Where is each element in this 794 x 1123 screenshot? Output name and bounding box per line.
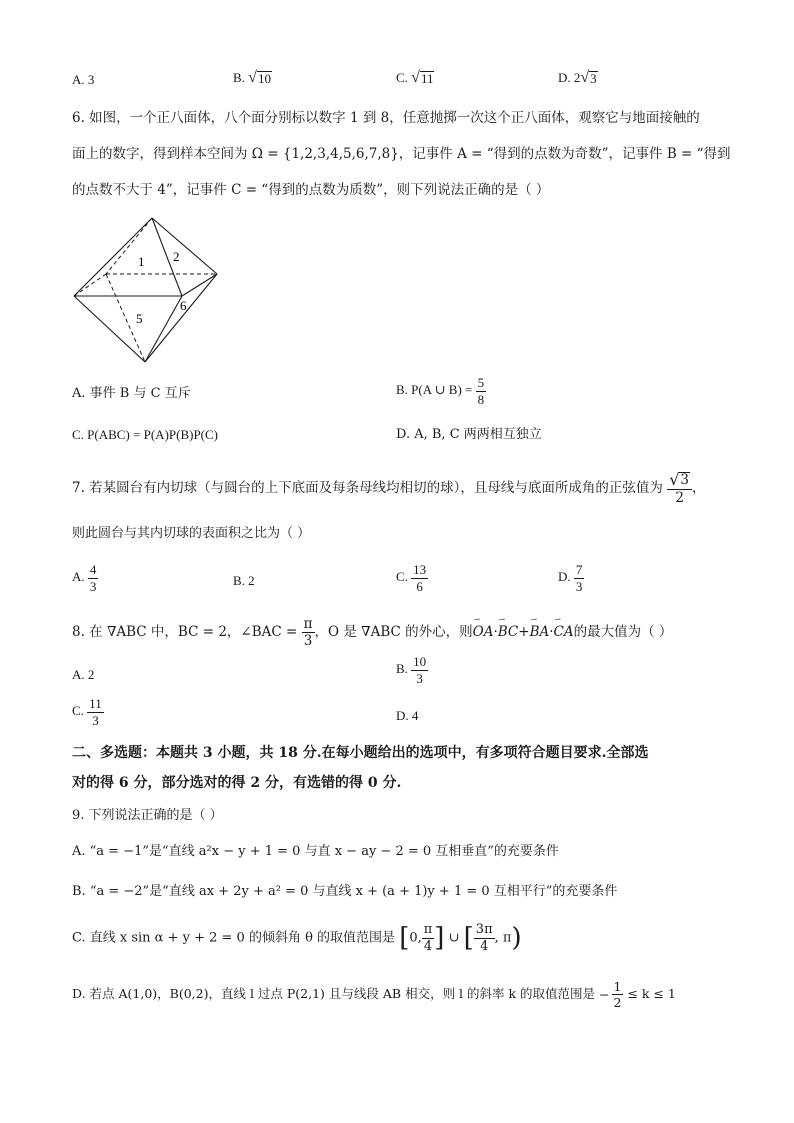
fraction-denominator: 4 bbox=[423, 938, 433, 954]
q8-option-b-label: B. bbox=[396, 661, 408, 677]
fraction bbox=[667, 472, 692, 505]
q8-stem-part2: ，O 是 ∇ABC 的外心，则 bbox=[314, 624, 473, 641]
q7-stem-line1 bbox=[72, 472, 706, 505]
fraction bbox=[87, 697, 104, 727]
q6-option-b bbox=[396, 376, 486, 406]
octahedron-hidden-edge bbox=[106, 218, 152, 274]
plus-operator: + bbox=[518, 624, 530, 641]
left-bracket: [ bbox=[463, 923, 474, 954]
fraction-denominator: 3 bbox=[575, 578, 583, 594]
q5-option-c bbox=[396, 70, 434, 86]
q8-option-a: A. 2 bbox=[72, 667, 95, 682]
q8-option-b bbox=[396, 655, 428, 685]
q5-option-d-coef: 2 bbox=[573, 70, 581, 85]
q5-option-c-radicand: 11 bbox=[420, 70, 434, 86]
vector-bc: ⇀ BC bbox=[498, 624, 519, 640]
fraction-numerator: 10 bbox=[413, 654, 427, 669]
q5-option-d-label: D. bbox=[558, 70, 571, 85]
dot-operator: · bbox=[493, 624, 498, 641]
q7-option-a-label: A. bbox=[72, 569, 85, 585]
q5-option-d bbox=[558, 70, 598, 86]
fraction bbox=[476, 376, 487, 406]
face-label-2: 2 bbox=[173, 249, 180, 264]
fraction-numerator: 3π bbox=[475, 922, 493, 937]
q5-option-c-label: C. bbox=[396, 70, 408, 85]
q7-sqrt-radicand: 3 bbox=[680, 472, 690, 489]
dot-operator: · bbox=[549, 624, 554, 641]
q6-option-d: D. A, B, C 两两相互独立 bbox=[396, 427, 542, 442]
q9-option-d bbox=[72, 980, 676, 1009]
interval-right-endpoint: , π bbox=[494, 930, 512, 946]
octahedron-edge bbox=[74, 296, 145, 362]
face-label-1: 1 bbox=[138, 254, 145, 269]
q9-option-d-prefix: D. 若点 A(1,0)，B(0,2)，直线 l 过点 P(2,1) 且与线段 AB 相交，则 l 的斜率 k 的取值范围是 bbox=[72, 986, 596, 1002]
q5-option-a: A. 3 bbox=[72, 72, 95, 87]
q6-stem-line2: 面上的数字，得到样本空间为 Ω = {1,2,3,4,5,6,7,8}，记事件 A = “得到的点数为奇数”，记事件 B = “得到 bbox=[72, 146, 731, 162]
vector-ba: ⇀ BA bbox=[530, 624, 550, 640]
q7-option-c-label: C. bbox=[396, 569, 408, 585]
q8-stem-part1: 8. 在 ∇ABC 中，BC = 2，∠BAC = bbox=[72, 624, 298, 641]
interval-left-endpoint: 0, bbox=[409, 930, 422, 946]
fraction bbox=[612, 980, 624, 1009]
vector-ca: ⇀ CA bbox=[554, 624, 574, 640]
q6-option-b-prefix: B. P(A ∪ B) = bbox=[396, 382, 473, 398]
q9-option-d-suffix: ≤ k ≤ 1 bbox=[627, 986, 676, 1002]
q6-stem-line1: 6. 如图，一个正八面体，八个面分别标以数字 1 到 8，任意抛掷一次这个正八面体，观察它与地面接触的 bbox=[72, 110, 700, 126]
q5-option-b-label: B. bbox=[233, 70, 245, 85]
q7-option-c bbox=[396, 563, 428, 593]
fraction-numerator bbox=[667, 472, 692, 490]
face-label-6: 6 bbox=[180, 298, 187, 313]
fraction-numerator: π bbox=[303, 616, 313, 632]
q9-option-c-prefix: C. 直线 x sin α + y + 2 = 0 的倾斜角 θ 的取值范围是 bbox=[72, 930, 396, 946]
fraction-denominator: 2 bbox=[613, 995, 622, 1011]
fraction-denominator: 3 bbox=[303, 633, 313, 650]
q8-stem bbox=[72, 617, 672, 648]
octahedron-hidden-edge bbox=[74, 274, 106, 296]
right-paren: ) bbox=[511, 923, 522, 954]
fraction-denominator: 3 bbox=[92, 712, 99, 728]
sqrt-symbol: √ 3 bbox=[669, 470, 690, 489]
fraction-denominator: 2 bbox=[675, 490, 684, 507]
q6-option-a: A. 事件 B 与 C 互斥 bbox=[72, 386, 191, 401]
q7-option-a bbox=[72, 563, 98, 593]
fraction bbox=[88, 563, 99, 593]
right-bracket: ] bbox=[434, 923, 445, 954]
fraction-denominator: 3 bbox=[89, 578, 97, 594]
q6-stem-line3: 的点数不大于 4”，记事件 C = “得到的点数为质数”，则下列说法正确的是（ ） bbox=[72, 182, 550, 198]
fraction-numerator: 4 bbox=[89, 562, 97, 577]
face-label-5: 5 bbox=[136, 311, 143, 326]
octahedron-edge bbox=[145, 274, 217, 362]
octahedron-edge bbox=[182, 274, 217, 296]
section-2-heading-line1: 二、多选题：本题共 3 小题，共 18 分.在每小题给出的选项中，有多项符合题目要求.全部选 bbox=[72, 745, 649, 761]
fraction-denominator: 3 bbox=[416, 670, 423, 686]
fraction-numerator: 11 bbox=[89, 696, 102, 711]
q9-option-b: B. “a = −2”是“直线 ax + 2y + a² = 0 与直线 x + (a + 1)y + 1 = 0 互相平行”的充要条件 bbox=[72, 884, 618, 899]
union-symbol: ∪ bbox=[448, 930, 460, 946]
q7-stem-text: 7. 若某圆台有内切球（与圆台的上下底面及每条母线均相切的球），且母线与底面所成角的正弦值为 bbox=[72, 480, 663, 497]
fraction-numerator: 1 bbox=[613, 979, 622, 994]
sqrt-symbol: √ 3 bbox=[580, 69, 597, 86]
fraction-numerator: 5 bbox=[477, 375, 485, 390]
octahedron-figure bbox=[70, 214, 222, 366]
fraction-numerator: 7 bbox=[575, 562, 583, 577]
fraction-denominator: 8 bbox=[477, 391, 485, 407]
q5-option-b bbox=[233, 70, 272, 86]
octahedron-edge bbox=[145, 296, 182, 362]
fraction bbox=[574, 563, 585, 593]
fraction-denominator: 6 bbox=[416, 578, 423, 594]
fraction bbox=[474, 923, 495, 953]
q7-stem-line2: 则此圆台与其内切球的表面积之比为（ ） bbox=[72, 526, 311, 541]
q7-option-d bbox=[558, 563, 584, 593]
q6-option-c: C. P(ABC) = P(A)P(B)P(C) bbox=[72, 427, 219, 442]
fraction-numerator: 13 bbox=[413, 562, 427, 577]
q8-option-d: D. 4 bbox=[396, 708, 419, 723]
vector-oa: ⇀ OA bbox=[473, 624, 494, 640]
fraction bbox=[411, 563, 428, 593]
octahedron-edge bbox=[152, 218, 217, 274]
sqrt-symbol: √ 10 bbox=[248, 69, 271, 86]
fraction bbox=[411, 655, 428, 685]
minus-sign: − bbox=[599, 987, 610, 1003]
q8-option-c-label: C. bbox=[72, 703, 84, 719]
q8-stem-part3: 的最大值为（ ） bbox=[573, 624, 673, 641]
fraction-numerator: π bbox=[423, 922, 433, 937]
q9-stem: 9. 下列说法正确的是（ ） bbox=[72, 808, 223, 823]
section-2-heading-line2: 对的得 6 分，部分选对的得 2 分，有选错的得 0 分. bbox=[72, 775, 402, 791]
q8-option-c bbox=[72, 697, 104, 727]
fraction bbox=[422, 923, 435, 953]
q7-option-d-label: D. bbox=[558, 569, 571, 585]
fraction-denominator: 4 bbox=[480, 938, 489, 954]
q5-option-b-radicand: 10 bbox=[257, 70, 271, 86]
left-bracket: [ bbox=[399, 923, 410, 954]
q9-option-c bbox=[72, 923, 522, 953]
q7-option-b: B. 2 bbox=[233, 573, 255, 588]
q9-option-a: A. “a = −1”是“直线 a²x − y + 1 = 0 与直 x − ay − 2 = 0 互相垂直”的充要条件 bbox=[72, 844, 559, 859]
fraction bbox=[302, 617, 315, 648]
sqrt-symbol: √ 11 bbox=[411, 69, 434, 86]
q7-comma: ， bbox=[692, 480, 706, 497]
q5-option-d-radicand: 3 bbox=[590, 70, 597, 86]
